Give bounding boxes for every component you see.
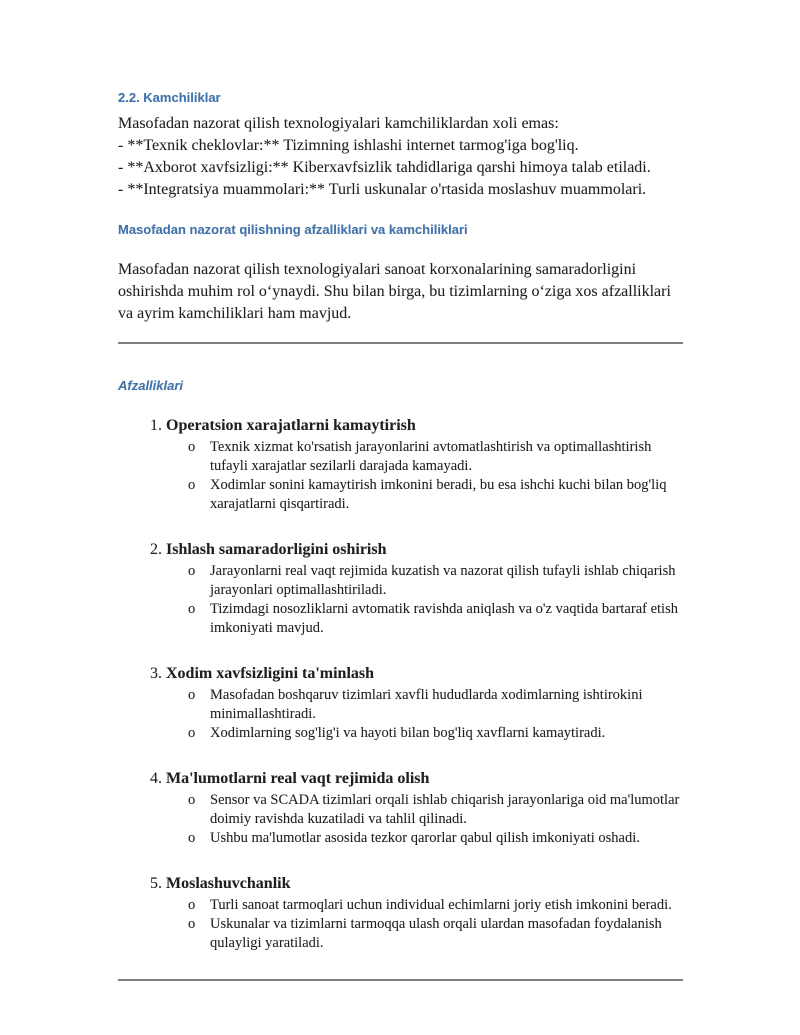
drawback-line: - **Texnik cheklovlar:** Tizimning ishlashi internet tarmog'iga bog'liq. [118, 137, 579, 154]
intro-paragraph [118, 113, 683, 201]
drawback-line: - **Integratsiya muammolari:** Turli uskunalar o'rtasida moslashuv muammolari. [118, 181, 647, 198]
advantage-point-text: Turli sanoat tarmoqlari uchun individual echimlarni joriy etish imkonini beradi. [210, 897, 672, 913]
horizontal-rule-bottom [118, 979, 683, 981]
advantage-point-text: Uskunalar va tizimlarni tarmoqqa ulash orqali ulardan masofadan foydalanish qulayligi yaratiladi. [210, 916, 662, 951]
advantage-item [166, 769, 683, 848]
bullet-marker: o [188, 687, 196, 703]
advantage-point [166, 896, 683, 915]
advantages-list [118, 416, 683, 953]
advantage-title: 2. Ishlash samaradorligini oshirish [166, 541, 387, 558]
bullet-marker: o [188, 563, 196, 579]
advantage-point-text: Ushbu ma'lumotlar asosida tezkor qarorlar qabul qilish imkoniyati oshadi. [210, 830, 640, 846]
advantage-title: 5. Moslashuvchanlik [166, 875, 291, 892]
advantage-point [166, 562, 683, 600]
bullet-marker: o [188, 439, 196, 455]
summary-paragraph: Masofadan nazorat qilish texnologiyalari sanoat korxonalarining samaradorligini oshirishda muhim rol o‘ynaydi. Shu bilan birga, bu tizimlarning o‘ziga xos afzalliklari va ayrim kamchiliklari ham mavjud. [118, 261, 671, 322]
bullet-marker: o [188, 897, 196, 913]
bullet-marker: o [188, 725, 196, 741]
advantage-title: 4. Ma'lumotlarni real vaqt rejimida olish [166, 770, 430, 787]
bullet-marker: o [188, 916, 196, 932]
drawback-line: - **Axborot xavfsizligi:** Kiberxavfsizlik tahdidlariga qarshi himoya talab etiladi. [118, 159, 651, 176]
advantage-title: 1. Operatsion xarajatlarni kamaytirish [166, 417, 416, 434]
subsection-heading-afzalliklari: Afzalliklari [118, 378, 184, 393]
advantage-point [166, 829, 683, 848]
intro-line: Masofadan nazorat qilish texnologiyalari kamchiliklardan xoli emas: [118, 115, 559, 132]
advantage-point-text: Masofadan boshqaruv tizimlari xavfli hududlarda xodimlarning ishtirokini minimallashtiradi. [210, 687, 643, 722]
advantage-point-text: Sensor va SCADA tizimlari orqali ishlab chiqarish jarayonlariga oid ma'lumotlar doimiy ravishda kuzatiladi va tahlil qilinadi. [210, 792, 680, 827]
advantage-point [166, 476, 683, 514]
bullet-marker: o [188, 792, 196, 808]
advantage-point [166, 686, 683, 724]
advantage-point [166, 791, 683, 829]
advantage-point-text: Texnik xizmat ko'rsatish jarayonlarini avtomatlashtirish va optimallashtirish tufayli xarajatlar sezilarli darajada kamayadi. [210, 439, 652, 474]
section-heading-kamchiliklar: 2.2. Kamchiliklar [118, 90, 221, 105]
bullet-marker: o [188, 830, 196, 846]
advantage-point-text: Jarayonlarni real vaqt rejimida kuzatish va nazorat qilish tufayli ishlab chiqarish jarayonlari optimallashtiriladi. [210, 563, 676, 598]
section-heading-afzalliklari-va-kamchiliklari: Masofadan nazorat qilishning afzalliklari va kamchiliklari [118, 222, 468, 237]
advantage-point-text: Tizimdagi nosozliklarni avtomatik ravishda aniqlash va o'z vaqtida bartaraf etish imkoniyati mavjud. [210, 601, 678, 636]
horizontal-rule-top [118, 342, 683, 344]
advantage-point [166, 600, 683, 638]
advantage-item [166, 874, 683, 953]
advantage-point [166, 915, 683, 953]
advantage-item [166, 416, 683, 514]
advantage-title: 3. Xodim xavfsizligini ta'minlash [166, 665, 375, 682]
advantage-item [166, 664, 683, 743]
advantage-point [166, 724, 683, 743]
advantage-item [166, 540, 683, 638]
bullet-marker: o [188, 601, 196, 617]
advantage-point-text: Xodimlar sonini kamaytirish imkonini beradi, bu esa ishchi kuchi bilan bog'liq xarajatlarni qisqartiradi. [210, 477, 667, 512]
advantage-point-text: Xodimlarning sog'lig'i va hayoti bilan bog'liq xavflarni kamaytiradi. [210, 725, 606, 741]
advantage-point [166, 438, 683, 476]
bullet-marker: o [188, 477, 196, 493]
